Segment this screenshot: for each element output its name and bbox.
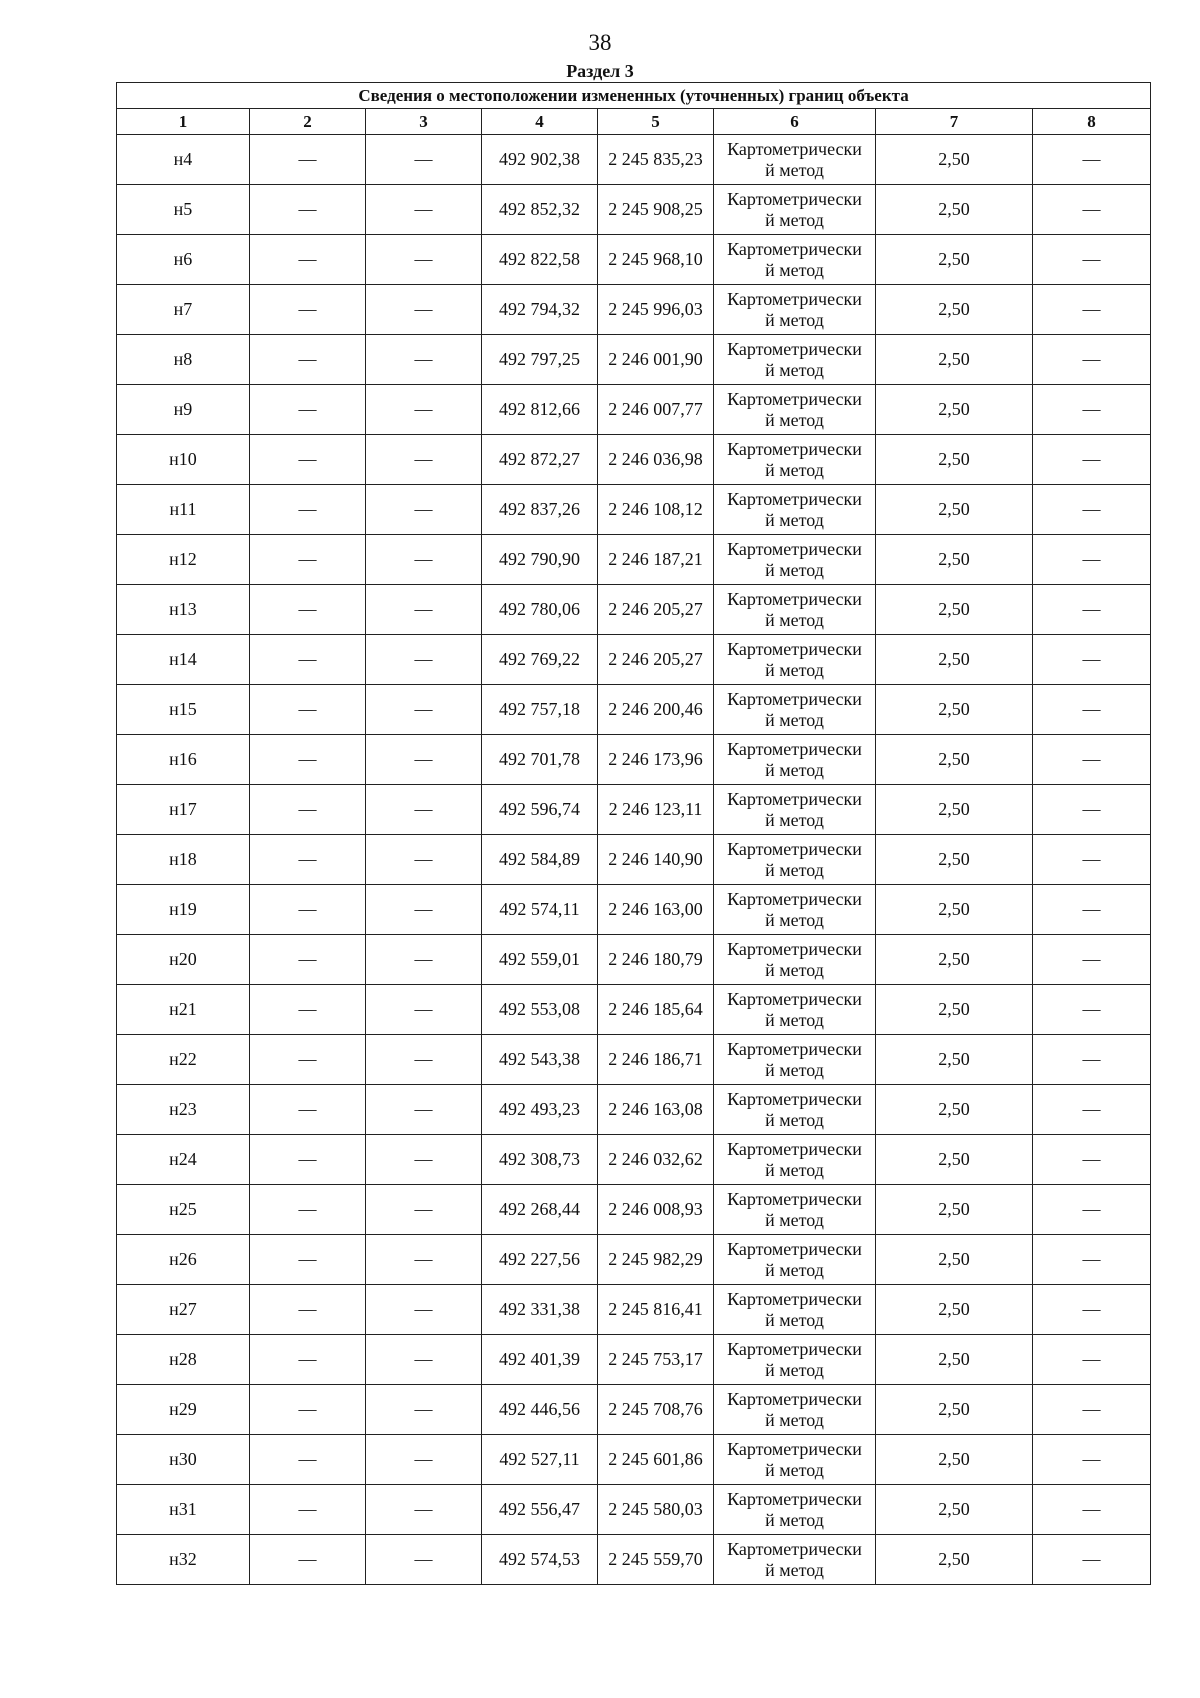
table-row [117, 1185, 1151, 1235]
column-2-cell: — [250, 1135, 366, 1185]
method-cell: Картометрически й метод [714, 1135, 876, 1185]
table-row [117, 135, 1151, 185]
x-coordinate-cell: 492 797,25 [482, 335, 598, 385]
point-number-cell: н17 [117, 785, 250, 835]
column-8-cell: — [1033, 635, 1151, 685]
boundary-coordinates-table [116, 82, 1151, 1585]
y-coordinate-cell: 2 246 185,64 [598, 985, 714, 1035]
column-2-cell: — [250, 1235, 366, 1285]
column-number: 1 [117, 109, 250, 135]
y-coordinate-cell: 2 246 186,71 [598, 1035, 714, 1085]
x-coordinate-cell: 492 757,18 [482, 685, 598, 735]
accuracy-cell: 2,50 [876, 135, 1033, 185]
y-coordinate-cell: 2 245 968,10 [598, 235, 714, 285]
table-row [117, 485, 1151, 535]
point-number-cell: н30 [117, 1435, 250, 1485]
x-coordinate-cell: 492 596,74 [482, 785, 598, 835]
column-8-cell: — [1033, 1035, 1151, 1085]
column-8-cell: — [1033, 535, 1151, 585]
column-8-cell: — [1033, 835, 1151, 885]
column-number: 8 [1033, 109, 1151, 135]
column-3-cell: — [366, 185, 482, 235]
table-row [117, 1435, 1151, 1485]
column-2-cell: — [250, 485, 366, 535]
x-coordinate-cell: 492 543,38 [482, 1035, 598, 1085]
column-8-cell: — [1033, 485, 1151, 535]
x-coordinate-cell: 492 227,56 [482, 1235, 598, 1285]
accuracy-cell: 2,50 [876, 685, 1033, 735]
y-coordinate-cell: 2 245 835,23 [598, 135, 714, 185]
point-number-cell: н20 [117, 935, 250, 985]
column-3-cell: — [366, 985, 482, 1035]
column-3-cell: — [366, 935, 482, 985]
column-3-cell: — [366, 1485, 482, 1535]
y-coordinate-cell: 2 246 163,08 [598, 1085, 714, 1135]
column-3-cell: — [366, 685, 482, 735]
column-8-cell: — [1033, 1185, 1151, 1235]
y-coordinate-cell: 2 245 580,03 [598, 1485, 714, 1535]
point-number-cell: н10 [117, 435, 250, 485]
column-3-cell: — [366, 1285, 482, 1335]
accuracy-cell: 2,50 [876, 585, 1033, 635]
column-8-cell: — [1033, 1535, 1151, 1585]
point-number-cell: н19 [117, 885, 250, 935]
point-number-cell: н7 [117, 285, 250, 335]
method-cell: Картометрически й метод [714, 485, 876, 535]
point-number-cell: н29 [117, 1385, 250, 1435]
column-2-cell: — [250, 435, 366, 485]
column-3-cell: — [366, 1535, 482, 1585]
table-row [117, 1485, 1151, 1535]
column-number: 5 [598, 109, 714, 135]
column-8-cell: — [1033, 1285, 1151, 1335]
column-8-cell: — [1033, 1135, 1151, 1185]
table-row [117, 1535, 1151, 1585]
method-cell: Картометрически й метод [714, 285, 876, 335]
point-number-cell: н23 [117, 1085, 250, 1135]
column-8-cell: — [1033, 1485, 1151, 1535]
point-number-cell: н28 [117, 1335, 250, 1385]
column-3-cell: — [366, 135, 482, 185]
column-2-cell: — [250, 1535, 366, 1585]
table-row [117, 535, 1151, 585]
y-coordinate-cell: 2 246 187,21 [598, 535, 714, 585]
point-number-cell: н32 [117, 1535, 250, 1585]
y-coordinate-cell: 2 246 007,77 [598, 385, 714, 435]
column-3-cell: — [366, 1035, 482, 1085]
column-8-cell: — [1033, 1335, 1151, 1385]
x-coordinate-cell: 492 769,22 [482, 635, 598, 685]
column-2-cell: — [250, 885, 366, 935]
y-coordinate-cell: 2 245 753,17 [598, 1335, 714, 1385]
column-2-cell: — [250, 785, 366, 835]
column-2-cell: — [250, 385, 366, 435]
column-2-cell: — [250, 235, 366, 285]
column-2-cell: — [250, 685, 366, 735]
column-8-cell: — [1033, 685, 1151, 735]
column-3-cell: — [366, 585, 482, 635]
point-number-cell: н26 [117, 1235, 250, 1285]
y-coordinate-cell: 2 246 108,12 [598, 485, 714, 535]
accuracy-cell: 2,50 [876, 885, 1033, 935]
method-cell: Картометрически й метод [714, 535, 876, 585]
x-coordinate-cell: 492 790,90 [482, 535, 598, 585]
x-coordinate-cell: 492 852,32 [482, 185, 598, 235]
table-row [117, 1085, 1151, 1135]
point-number-cell: н5 [117, 185, 250, 235]
method-cell: Картометрически й метод [714, 735, 876, 785]
column-8-cell: — [1033, 1235, 1151, 1285]
column-2-cell: — [250, 835, 366, 885]
column-2-cell: — [250, 735, 366, 785]
y-coordinate-cell: 2 246 001,90 [598, 335, 714, 385]
accuracy-cell: 2,50 [876, 1085, 1033, 1135]
column-3-cell: — [366, 1335, 482, 1385]
column-2-cell: — [250, 1185, 366, 1235]
point-number-cell: н18 [117, 835, 250, 885]
point-number-cell: н6 [117, 235, 250, 285]
y-coordinate-cell: 2 246 032,62 [598, 1135, 714, 1185]
method-cell: Картометрически й метод [714, 1535, 876, 1585]
method-cell: Картометрически й метод [714, 1285, 876, 1335]
accuracy-cell: 2,50 [876, 435, 1033, 485]
column-2-cell: — [250, 585, 366, 635]
table-row [117, 235, 1151, 285]
x-coordinate-cell: 492 902,38 [482, 135, 598, 185]
x-coordinate-cell: 492 268,44 [482, 1185, 598, 1235]
table-row [117, 835, 1151, 885]
page-number: 38 [588, 30, 612, 55]
method-cell: Картометрически й метод [714, 1185, 876, 1235]
column-3-cell: — [366, 635, 482, 685]
y-coordinate-cell: 2 246 036,98 [598, 435, 714, 485]
column-2-cell: — [250, 985, 366, 1035]
x-coordinate-cell: 492 553,08 [482, 985, 598, 1035]
column-3-cell: — [366, 1435, 482, 1485]
accuracy-cell: 2,50 [876, 735, 1033, 785]
column-3-cell: — [366, 335, 482, 385]
column-2-cell: — [250, 1485, 366, 1535]
x-coordinate-cell: 492 584,89 [482, 835, 598, 885]
y-coordinate-cell: 2 245 996,03 [598, 285, 714, 335]
column-8-cell: — [1033, 1435, 1151, 1485]
method-cell: Картометрически й метод [714, 685, 876, 735]
point-number-cell: н4 [117, 135, 250, 185]
column-8-cell: — [1033, 785, 1151, 835]
column-3-cell: — [366, 885, 482, 935]
column-3-cell: — [366, 735, 482, 785]
point-number-cell: н15 [117, 685, 250, 735]
accuracy-cell: 2,50 [876, 1485, 1033, 1535]
column-number: 2 [250, 109, 366, 135]
column-number: 3 [366, 109, 482, 135]
point-number-cell: н31 [117, 1485, 250, 1535]
accuracy-cell: 2,50 [876, 1035, 1033, 1085]
column-number-row [117, 109, 1151, 135]
method-cell: Картометрически й метод [714, 235, 876, 285]
y-coordinate-cell: 2 246 205,27 [598, 585, 714, 635]
point-number-cell: н12 [117, 535, 250, 585]
column-3-cell: — [366, 235, 482, 285]
table-row [117, 1235, 1151, 1285]
column-8-cell: — [1033, 385, 1151, 435]
x-coordinate-cell: 492 701,78 [482, 735, 598, 785]
column-2-cell: — [250, 1285, 366, 1335]
x-coordinate-cell: 492 574,11 [482, 885, 598, 935]
x-coordinate-cell: 492 493,23 [482, 1085, 598, 1135]
table-row [117, 1385, 1151, 1435]
table-row [117, 435, 1151, 485]
table-caption-row [117, 83, 1151, 109]
method-cell: Картометрически й метод [714, 835, 876, 885]
x-coordinate-cell: 492 574,53 [482, 1535, 598, 1585]
method-cell: Картометрически й метод [714, 185, 876, 235]
accuracy-cell: 2,50 [876, 235, 1033, 285]
y-coordinate-cell: 2 246 205,27 [598, 635, 714, 685]
y-coordinate-cell: 2 245 908,25 [598, 185, 714, 235]
column-number: 4 [482, 109, 598, 135]
y-coordinate-cell: 2 245 559,70 [598, 1535, 714, 1585]
table-row [117, 935, 1151, 985]
column-8-cell: — [1033, 585, 1151, 635]
x-coordinate-cell: 492 446,56 [482, 1385, 598, 1435]
accuracy-cell: 2,50 [876, 1335, 1033, 1385]
x-coordinate-cell: 492 559,01 [482, 935, 598, 985]
column-3-cell: — [366, 485, 482, 535]
point-number-cell: н14 [117, 635, 250, 685]
column-2-cell: — [250, 1385, 366, 1435]
accuracy-cell: 2,50 [876, 1235, 1033, 1285]
point-number-cell: н8 [117, 335, 250, 385]
x-coordinate-cell: 492 837,26 [482, 485, 598, 535]
table-row [117, 385, 1151, 435]
column-2-cell: — [250, 1335, 366, 1385]
x-coordinate-cell: 492 822,58 [482, 235, 598, 285]
table-row [117, 735, 1151, 785]
y-coordinate-cell: 2 246 163,00 [598, 885, 714, 935]
column-3-cell: — [366, 1235, 482, 1285]
table-row [117, 335, 1151, 385]
accuracy-cell: 2,50 [876, 835, 1033, 885]
column-2-cell: — [250, 635, 366, 685]
column-8-cell: — [1033, 435, 1151, 485]
accuracy-cell: 2,50 [876, 1435, 1033, 1485]
column-number: 6 [714, 109, 876, 135]
y-coordinate-cell: 2 245 816,41 [598, 1285, 714, 1335]
point-number-cell: н11 [117, 485, 250, 535]
column-3-cell: — [366, 785, 482, 835]
y-coordinate-cell: 2 245 601,86 [598, 1435, 714, 1485]
table-row [117, 585, 1151, 635]
x-coordinate-cell: 492 331,38 [482, 1285, 598, 1335]
column-number: 7 [876, 109, 1033, 135]
table-row [117, 635, 1151, 685]
column-8-cell: — [1033, 1085, 1151, 1135]
column-8-cell: — [1033, 335, 1151, 385]
table-row [117, 1285, 1151, 1335]
method-cell: Картометрически й метод [714, 885, 876, 935]
method-cell: Картометрически й метод [714, 785, 876, 835]
table-caption: Сведения о местоположении измененных (уточненных) границ объекта [117, 83, 1151, 109]
column-3-cell: — [366, 835, 482, 885]
method-cell: Картометрически й метод [714, 1235, 876, 1285]
point-number-cell: н22 [117, 1035, 250, 1085]
column-3-cell: — [366, 535, 482, 585]
x-coordinate-cell: 492 401,39 [482, 1335, 598, 1385]
column-3-cell: — [366, 1385, 482, 1435]
accuracy-cell: 2,50 [876, 1135, 1033, 1185]
accuracy-cell: 2,50 [876, 1185, 1033, 1235]
y-coordinate-cell: 2 246 173,96 [598, 735, 714, 785]
column-2-cell: — [250, 1435, 366, 1485]
column-8-cell: — [1033, 285, 1151, 335]
method-cell: Картометрически й метод [714, 435, 876, 485]
method-cell: Картометрически й метод [714, 985, 876, 1035]
column-3-cell: — [366, 285, 482, 335]
point-number-cell: н24 [117, 1135, 250, 1185]
method-cell: Картометрически й метод [714, 1435, 876, 1485]
column-8-cell: — [1033, 985, 1151, 1035]
point-number-cell: н25 [117, 1185, 250, 1235]
point-number-cell: н13 [117, 585, 250, 635]
column-3-cell: — [366, 435, 482, 485]
table-row [117, 1135, 1151, 1185]
table-row [117, 685, 1151, 735]
accuracy-cell: 2,50 [876, 185, 1033, 235]
column-3-cell: — [366, 385, 482, 435]
y-coordinate-cell: 2 246 140,90 [598, 835, 714, 885]
y-coordinate-cell: 2 245 982,29 [598, 1235, 714, 1285]
table-body [117, 135, 1151, 1585]
column-8-cell: — [1033, 885, 1151, 935]
y-coordinate-cell: 2 246 200,46 [598, 685, 714, 735]
section-title: Раздел 3 [566, 61, 634, 81]
point-number-cell: н21 [117, 985, 250, 1035]
accuracy-cell: 2,50 [876, 1535, 1033, 1585]
column-8-cell: — [1033, 235, 1151, 285]
accuracy-cell: 2,50 [876, 535, 1033, 585]
accuracy-cell: 2,50 [876, 1385, 1033, 1435]
method-cell: Картометрически й метод [714, 935, 876, 985]
column-2-cell: — [250, 935, 366, 985]
column-8-cell: — [1033, 1385, 1151, 1435]
table-row [117, 1335, 1151, 1385]
column-8-cell: — [1033, 935, 1151, 985]
method-cell: Картометрически й метод [714, 1035, 876, 1085]
x-coordinate-cell: 492 308,73 [482, 1135, 598, 1185]
column-2-cell: — [250, 335, 366, 385]
table-row [117, 185, 1151, 235]
x-coordinate-cell: 492 780,06 [482, 585, 598, 635]
accuracy-cell: 2,50 [876, 285, 1033, 335]
column-3-cell: — [366, 1085, 482, 1135]
method-cell: Картометрически й метод [714, 1335, 876, 1385]
accuracy-cell: 2,50 [876, 985, 1033, 1035]
column-2-cell: — [250, 135, 366, 185]
x-coordinate-cell: 492 794,32 [482, 285, 598, 335]
column-8-cell: — [1033, 185, 1151, 235]
accuracy-cell: 2,50 [876, 635, 1033, 685]
table-row [117, 1035, 1151, 1085]
column-3-cell: — [366, 1185, 482, 1235]
column-2-cell: — [250, 535, 366, 585]
y-coordinate-cell: 2 246 008,93 [598, 1185, 714, 1235]
method-cell: Картометрически й метод [714, 1485, 876, 1535]
accuracy-cell: 2,50 [876, 485, 1033, 535]
point-number-cell: н27 [117, 1285, 250, 1335]
column-2-cell: — [250, 1035, 366, 1085]
method-cell: Картометрически й метод [714, 585, 876, 635]
x-coordinate-cell: 492 556,47 [482, 1485, 598, 1535]
method-cell: Картометрически й метод [714, 1385, 876, 1435]
point-number-cell: н9 [117, 385, 250, 435]
method-cell: Картометрически й метод [714, 1085, 876, 1135]
x-coordinate-cell: 492 527,11 [482, 1435, 598, 1485]
y-coordinate-cell: 2 246 123,11 [598, 785, 714, 835]
method-cell: Картометрически й метод [714, 135, 876, 185]
point-number-cell: н16 [117, 735, 250, 785]
table-row [117, 985, 1151, 1035]
table-row [117, 785, 1151, 835]
x-coordinate-cell: 492 872,27 [482, 435, 598, 485]
method-cell: Картометрически й метод [714, 635, 876, 685]
column-2-cell: — [250, 185, 366, 235]
column-8-cell: — [1033, 135, 1151, 185]
x-coordinate-cell: 492 812,66 [482, 385, 598, 435]
column-2-cell: — [250, 285, 366, 335]
y-coordinate-cell: 2 246 180,79 [598, 935, 714, 985]
method-cell: Картометрически й метод [714, 385, 876, 435]
accuracy-cell: 2,50 [876, 785, 1033, 835]
accuracy-cell: 2,50 [876, 385, 1033, 435]
column-8-cell: — [1033, 735, 1151, 785]
accuracy-cell: 2,50 [876, 935, 1033, 985]
method-cell: Картометрически й метод [714, 335, 876, 385]
table-row [117, 885, 1151, 935]
accuracy-cell: 2,50 [876, 1285, 1033, 1335]
accuracy-cell: 2,50 [876, 335, 1033, 385]
table-row [117, 285, 1151, 335]
y-coordinate-cell: 2 245 708,76 [598, 1385, 714, 1435]
column-3-cell: — [366, 1135, 482, 1185]
column-2-cell: — [250, 1085, 366, 1135]
